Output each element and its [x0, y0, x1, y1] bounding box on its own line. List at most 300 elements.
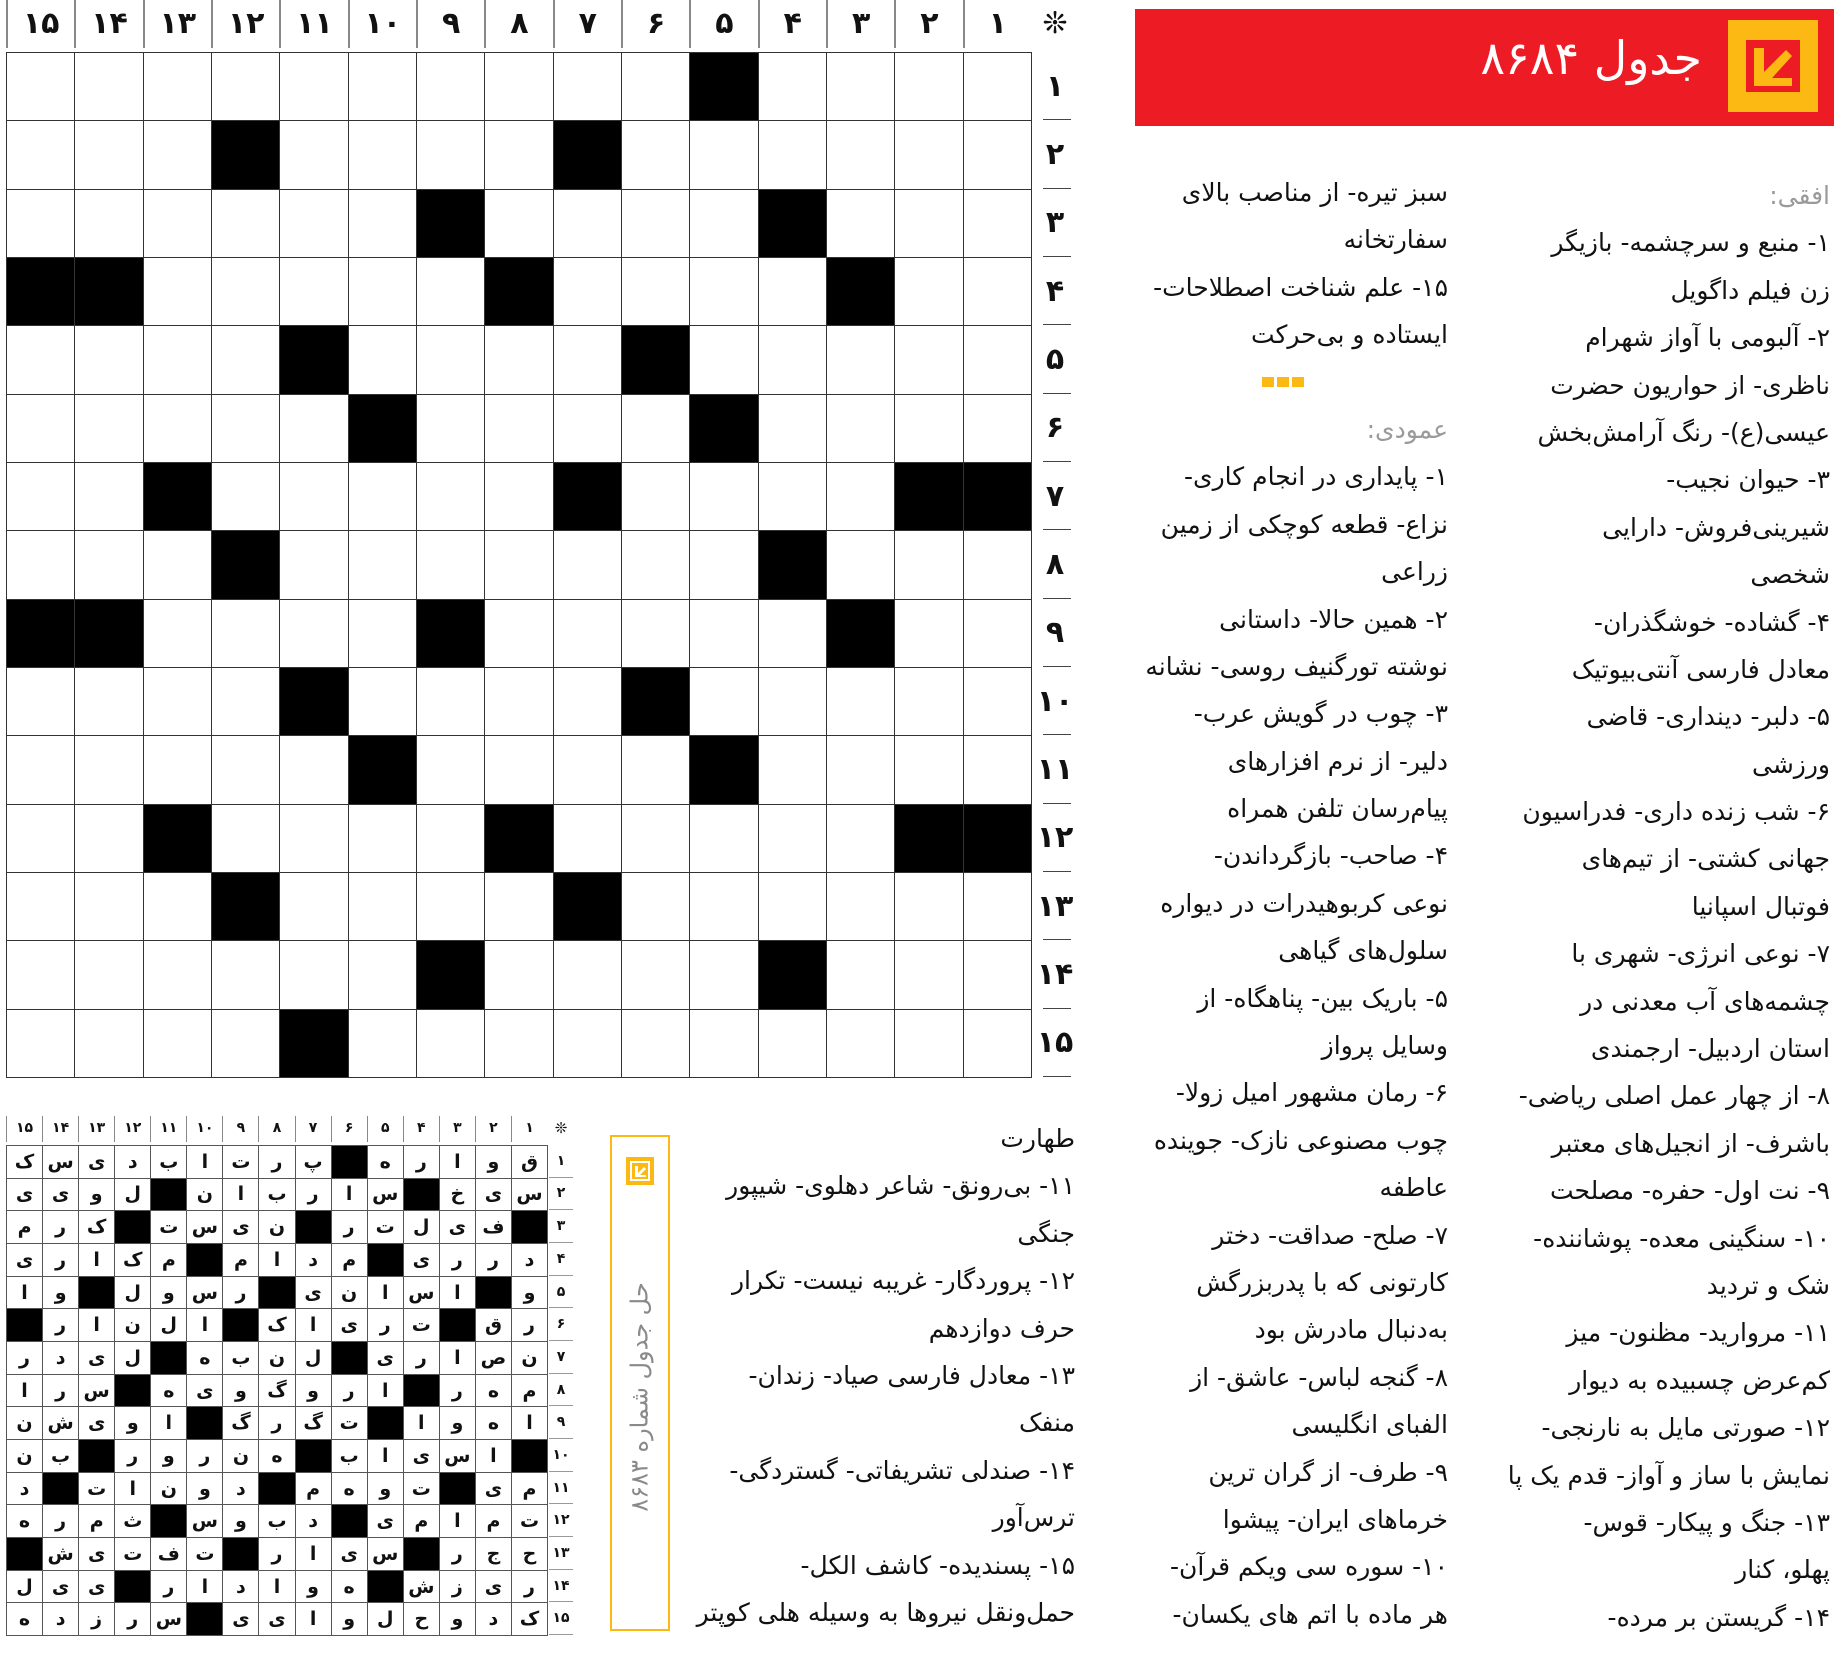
solution-column-label: ۱۲	[114, 1116, 150, 1142]
solution-letter-cell: ل	[150, 1308, 187, 1342]
empty-cell	[963, 599, 1032, 668]
solution-letter-cell: ن	[331, 1276, 368, 1310]
solution-letter-cell: ن	[222, 1439, 259, 1473]
solution-black-cell	[403, 1178, 440, 1212]
solution-letter-cell: ر	[6, 1341, 43, 1375]
solution-letter-cell: ر	[42, 1243, 79, 1277]
solution-letter-cell: و	[186, 1472, 223, 1506]
solution-letter-cell: د	[222, 1472, 259, 1506]
clue-line: چشمه‌های آب معدنی در	[1580, 986, 1830, 1016]
black-cell	[758, 189, 827, 258]
clue-line: ۶- رمان مشهور امیل زولا-	[1175, 1078, 1448, 1108]
clue-line: ۳- چوب در گویش عرب-	[1193, 699, 1448, 729]
clue-line: سفارتخانه	[1343, 225, 1448, 255]
solution-letter-cell: ح	[511, 1537, 548, 1571]
row-number-label: ۵	[1035, 325, 1075, 393]
row-number-label: ۷	[1035, 462, 1075, 530]
solution-letter-cell: ف	[475, 1210, 512, 1244]
solution-letter-cell: ی	[186, 1374, 223, 1408]
row-number-label: ۲	[1035, 120, 1075, 188]
solution-letter-cell: س	[511, 1178, 548, 1212]
empty-cell	[689, 667, 758, 736]
solution-letter-cell: ه	[258, 1439, 295, 1473]
solution-letter-cell: پ	[295, 1145, 332, 1179]
column-number-label: ۱۴	[74, 0, 142, 48]
solution-black-cell	[150, 1341, 187, 1375]
column-number-label: ۵	[689, 0, 757, 48]
empty-cell	[758, 872, 827, 941]
column-number-label: ۸	[484, 0, 552, 48]
empty-cell	[963, 394, 1032, 463]
clue-line: ۱۳- جنگ و پیکار- قوس-	[1583, 1507, 1830, 1537]
solution-letter-cell: د	[295, 1504, 332, 1538]
solution-letter-cell: ق	[475, 1308, 512, 1342]
solution-black-cell	[439, 1472, 476, 1506]
clues-column-middle	[1118, 169, 1448, 1638]
solution-black-cell	[78, 1276, 115, 1310]
solution-letter-cell: ا	[367, 1439, 404, 1473]
empty-cell	[689, 1009, 758, 1078]
clue-line: ۱۲- پروردگار- غریبه نیست- تکرار	[731, 1266, 1075, 1296]
empty-cell	[621, 872, 690, 941]
solution-letter-cell: م	[475, 1504, 512, 1538]
solution-row-label: ۱۳	[549, 1537, 573, 1570]
clue-line: ۲- آلبومی با آواز شهرام	[1585, 323, 1830, 353]
solution-letter-cell: ت	[403, 1308, 440, 1342]
solution-title: حل جدول شماره ۸۶۸۳	[626, 1282, 655, 1512]
clue-line: ۱- پایداری در انجام کاری-	[1183, 462, 1448, 492]
empty-cell	[689, 462, 758, 531]
clue-line: شخصی	[1750, 560, 1830, 590]
solution-row-label: ۱۰	[549, 1439, 573, 1472]
down-heading: عمودی:	[1366, 414, 1448, 444]
black-cell	[826, 257, 895, 326]
empty-cell	[894, 52, 963, 121]
clue-line: ۴- صاحب- بازگرداندن-	[1213, 841, 1448, 871]
row-number-label: ۹	[1035, 599, 1075, 667]
solution-letter-cell: ا	[367, 1276, 404, 1310]
solution-letter-cell: و	[295, 1374, 332, 1408]
solution-black-cell	[511, 1439, 548, 1473]
solution-letter-cell: ی	[6, 1178, 43, 1212]
solution-letter-cell: ی	[475, 1472, 512, 1506]
solution-letter-cell: ر	[114, 1602, 151, 1636]
solution-black-cell	[114, 1210, 151, 1244]
solution-letter-cell: س	[186, 1210, 223, 1244]
solution-letter-cell: ب	[258, 1178, 295, 1212]
empty-cell	[621, 257, 690, 326]
solution-letter-cell: ر	[439, 1374, 476, 1408]
solution-letter-cell: ی	[78, 1145, 115, 1179]
empty-cell	[689, 120, 758, 189]
empty-cell	[758, 325, 827, 394]
solution-letter-cell: ا	[186, 1145, 223, 1179]
solution-letter-cell: ک	[114, 1243, 151, 1277]
solution-black-cell	[403, 1374, 440, 1408]
solution-black-cell	[367, 1406, 404, 1440]
solution-column-label: ۱	[511, 1116, 547, 1142]
solution-letter-cell: ت	[114, 1537, 151, 1571]
solution-black-cell	[6, 1308, 43, 1342]
row-number-label: ۱۲	[1035, 804, 1075, 872]
solution-letter-cell: ر	[42, 1374, 79, 1408]
solution-letter-cell: ی	[78, 1570, 115, 1604]
solution-letter-cell: و	[222, 1374, 259, 1408]
empty-cell	[621, 1009, 690, 1078]
across-clues-column	[1500, 172, 1830, 1641]
solution-letter-cell: ا	[186, 1308, 223, 1342]
solution-letter-cell: س	[439, 1439, 476, 1473]
empty-cell	[894, 735, 963, 804]
empty-cell	[689, 530, 758, 599]
clue-line: منفک	[1019, 1408, 1075, 1438]
clue-line: عیسی(ع)- رنگ آرامش‌بخش	[1537, 417, 1830, 447]
solution-letter-cell: د	[475, 1602, 512, 1636]
clue-line: ترس‌آور	[992, 1503, 1075, 1533]
solution-letter-cell: ش	[42, 1537, 79, 1571]
solution-letter-cell: ل	[6, 1570, 43, 1604]
solution-letter-cell: ی	[6, 1243, 43, 1277]
empty-cell	[963, 530, 1032, 599]
clue-line: کارتونی که با پدربزرگش	[1196, 1267, 1448, 1297]
clue-line: زن فیلم داگویل	[1670, 275, 1830, 305]
empty-cell	[689, 872, 758, 941]
clue-line: سبز تیره- از مناصب بالای	[1181, 178, 1448, 207]
solution-letter-cell: ی	[222, 1602, 259, 1636]
solution-letter-cell: ی	[78, 1341, 115, 1375]
black-cell	[963, 462, 1032, 531]
solution-letter-cell: ی	[222, 1210, 259, 1244]
solution-row-label: ۱۵	[549, 1602, 573, 1635]
solution-letter-cell: ش	[42, 1406, 79, 1440]
column-number-label: ۱۳	[143, 0, 211, 48]
empty-cell	[963, 667, 1032, 736]
empty-cell	[963, 735, 1032, 804]
solution-row-label: ۱۲	[549, 1504, 573, 1537]
solution-letter-cell: ص	[475, 1341, 512, 1375]
solution-letter-cell: ا	[114, 1472, 151, 1506]
down-clues-continued-column	[690, 1115, 1075, 1636]
solution-row-label: ۷	[549, 1341, 573, 1374]
empty-cell	[963, 120, 1032, 189]
clue-line: ۱۵- علم شناخت اصطلاحات-	[1153, 272, 1448, 302]
solution-black-cell	[78, 1439, 115, 1473]
solution-letter-cell: ت	[403, 1472, 440, 1506]
column-number-label: ۳	[826, 0, 894, 48]
solution-letter-cell: ر	[511, 1570, 548, 1604]
solution-row-label: ۳	[549, 1210, 573, 1243]
empty-cell	[894, 325, 963, 394]
empty-cell	[758, 804, 827, 873]
solution-letter-cell: ر	[511, 1308, 548, 1342]
solution-row-label: ۲	[549, 1178, 573, 1211]
solution-letter-cell: ر	[258, 1537, 295, 1571]
empty-cell	[826, 530, 895, 599]
clue-line: وسایل پرواز	[1321, 1031, 1448, 1061]
solution-letter-cell: ر	[475, 1243, 512, 1277]
column-number-label: ۲	[894, 0, 962, 48]
solution-letter-cell: ل	[295, 1341, 332, 1375]
black-cell	[758, 940, 827, 1009]
black-cell	[689, 394, 758, 463]
solution-row-label: ۱	[549, 1145, 573, 1178]
clue-line: ۸- از چهار عمل اصلی ریاضی-	[1518, 1081, 1830, 1111]
solution-letter-cell: س	[78, 1374, 115, 1408]
solution-black-cell	[331, 1504, 368, 1538]
clue-line: ۱۴- صندلی تشریفاتی- گستردگی-	[729, 1455, 1075, 1485]
solution-letter-cell: ا	[150, 1406, 187, 1440]
clue-line: جنگی	[1017, 1218, 1075, 1248]
solution-letter-cell: و	[150, 1276, 187, 1310]
clue-line: ۸- گنجه لباس- عاشق- از	[1190, 1362, 1448, 1392]
solution-column-label: ۱۴	[42, 1116, 78, 1142]
clue-line: چوب مصنوعی نازک- جوینده	[1153, 1125, 1448, 1155]
empty-cell	[758, 257, 827, 326]
solution-letter-cell: ق	[511, 1145, 548, 1179]
separator-dots	[1118, 359, 1448, 406]
solution-letter-cell: ی	[367, 1504, 404, 1538]
empty-cell	[894, 530, 963, 599]
empty-cell	[894, 120, 963, 189]
solution-letter-cell: ب	[150, 1145, 187, 1179]
solution-letter-cell: د	[114, 1145, 151, 1179]
solution-black-cell	[403, 1537, 440, 1571]
solution-row-label: ۶	[549, 1308, 573, 1341]
solution-letter-cell: ی	[331, 1537, 368, 1571]
column-number-label: ۷	[553, 0, 621, 48]
empty-cell	[963, 257, 1032, 326]
empty-cell	[826, 804, 895, 873]
solution-column-label: ۶	[331, 1116, 367, 1142]
clue-line: ۱- منبع و سرچشمه- بازیگر	[1551, 228, 1830, 258]
solution-letter-cell: و	[114, 1406, 151, 1440]
clue-line: پهلو، کنار	[1735, 1555, 1830, 1585]
solution-black-cell	[258, 1276, 295, 1310]
solution-letter-cell: و	[439, 1602, 476, 1636]
clue-line: نوعی کربوهیدرات در دیواره	[1160, 888, 1448, 918]
empty-cell	[963, 1009, 1032, 1078]
row-number-label: ۸	[1035, 530, 1075, 598]
solution-row-label: ۵	[549, 1276, 573, 1309]
solution-letter-cell: ل	[403, 1210, 440, 1244]
solution-letter-cell: س	[403, 1276, 440, 1310]
empty-cell	[894, 667, 963, 736]
row-number-label: ۱۵	[1035, 1009, 1075, 1077]
solution-letter-cell: ا	[439, 1341, 476, 1375]
column-number-label: ۱۱	[279, 0, 347, 48]
solution-letter-cell: م	[403, 1504, 440, 1538]
solution-letter-cell: گ	[295, 1406, 332, 1440]
row-number-label: ۱۳	[1035, 872, 1075, 940]
solution-letter-cell: ش	[403, 1570, 440, 1604]
solution-letter-cell: س	[367, 1178, 404, 1212]
solution-letter-cell: ج	[475, 1537, 512, 1571]
black-cell	[621, 667, 690, 736]
grid-corner-star: ❊	[1042, 6, 1068, 41]
solution-letter-cell: ر	[42, 1504, 79, 1538]
solution-black-cell	[114, 1570, 151, 1604]
solution-letter-cell: ل	[367, 1602, 404, 1636]
solution-letter-cell: و	[439, 1406, 476, 1440]
solution-letter-cell: گ	[258, 1374, 295, 1408]
solution-letter-cell: ا	[6, 1374, 43, 1408]
solution-letter-cell: ی	[42, 1570, 79, 1604]
puzzle-title: جدول ۸۶۸۴	[1480, 31, 1702, 85]
solution-letter-cell: ا	[331, 1178, 368, 1212]
solution-column-label: ۸	[258, 1116, 294, 1142]
solution-letter-cell: س	[186, 1276, 223, 1310]
solution-letter-cell: ی	[367, 1341, 404, 1375]
solution-letter-cell: ر	[258, 1406, 295, 1440]
column-number-label: ۴	[758, 0, 826, 48]
puzzle-header	[1135, 9, 1834, 126]
empty-cell	[621, 735, 690, 804]
empty-cell	[758, 1009, 827, 1078]
empty-cell	[826, 1009, 895, 1078]
empty-cell	[621, 189, 690, 258]
solution-letter-cell: ن	[150, 1472, 187, 1506]
solution-letter-cell: ه	[367, 1145, 404, 1179]
clue-line: ۹- نت اول- حفره- مصلحت	[1549, 1176, 1830, 1206]
black-cell	[826, 599, 895, 668]
clue-line: عاطفه	[1379, 1173, 1448, 1203]
across-heading: افقی:	[1769, 181, 1830, 210]
empty-cell	[758, 52, 827, 121]
empty-cell	[758, 120, 827, 189]
solution-letter-cell: ر	[258, 1145, 295, 1179]
clue-line: الفبای انگلیسی	[1291, 1410, 1448, 1440]
solution-letter-cell: و	[511, 1276, 548, 1310]
clue-line: نزاع- قطعه کوچکی از زمین	[1160, 509, 1448, 539]
empty-cell	[689, 325, 758, 394]
solution-letter-cell: م	[222, 1243, 259, 1277]
solution-letter-cell: ی	[258, 1602, 295, 1636]
clue-line: ۱۵- پسندیده- کاشف الکل-	[800, 1550, 1075, 1580]
empty-cell	[894, 940, 963, 1009]
solution-letter-cell: س	[150, 1602, 187, 1636]
solution-letter-cell: ی	[403, 1243, 440, 1277]
clue-line: ۱۰- سنگینی معده- پوشاننده-	[1533, 1223, 1830, 1253]
solution-letter-cell: ب	[258, 1504, 295, 1538]
solution-letter-cell: ت	[222, 1145, 259, 1179]
solution-letter-cell: ا	[439, 1276, 476, 1310]
clue-line: معادل فارسی آنتی‌بیوتیک	[1571, 654, 1830, 684]
empty-cell	[826, 189, 895, 258]
solution-letter-cell: ک	[6, 1145, 43, 1179]
solution-letter-cell: ا	[258, 1570, 295, 1604]
solution-black-cell	[222, 1537, 259, 1571]
solution-letter-cell: ر	[331, 1210, 368, 1244]
solution-column-label: ۱۰	[186, 1116, 222, 1142]
solution-letter-cell: ا	[6, 1276, 43, 1310]
solution-letter-cell: م	[511, 1472, 548, 1506]
empty-cell	[826, 735, 895, 804]
empty-cell	[826, 940, 895, 1009]
solution-letter-cell: ل	[114, 1178, 151, 1212]
solution-letter-cell: م	[331, 1243, 368, 1277]
solution-letter-cell: د	[42, 1602, 79, 1636]
solution-letter-cell: ر	[331, 1374, 368, 1408]
solution-letter-cell: ز	[78, 1602, 115, 1636]
solution-letter-cell: ا	[295, 1537, 332, 1571]
column-number-label: ۶	[621, 0, 689, 48]
solution-letter-cell: ا	[78, 1243, 115, 1277]
solution-letter-cell: ت	[150, 1210, 187, 1244]
solution-letter-cell: ی	[78, 1406, 115, 1440]
solution-letter-cell: د	[295, 1243, 332, 1277]
clue-line: ۲- همین حالا- داستانی	[1219, 604, 1448, 634]
solution-letter-cell: ا	[295, 1308, 332, 1342]
solution-black-cell	[150, 1178, 187, 1212]
solution-letter-cell: ب	[42, 1439, 79, 1473]
row-number-label: ۴	[1035, 257, 1075, 325]
black-cell	[689, 735, 758, 804]
solution-letter-cell: د	[42, 1341, 79, 1375]
solution-letter-cell: د	[511, 1243, 548, 1277]
solution-black-cell	[295, 1210, 332, 1244]
clue-line: استان اردبیل- ارجمندی	[1590, 1034, 1830, 1064]
corner-arrow-logo-icon	[1728, 20, 1818, 112]
solution-black-cell	[439, 1308, 476, 1342]
solution-black-cell	[6, 1537, 43, 1571]
black-cell	[963, 804, 1032, 873]
empty-cell	[963, 872, 1032, 941]
solution-black-cell	[186, 1602, 223, 1636]
solution-letter-cell: ب	[222, 1341, 259, 1375]
solution-letter-cell: ی	[475, 1178, 512, 1212]
solution-column-label: ۴	[403, 1116, 439, 1142]
row-number-label: ۱۱	[1035, 735, 1075, 803]
column-number-label: ۱	[963, 0, 1031, 48]
clue-line: باشرف- از انجیل‌های معتبر	[1551, 1128, 1830, 1158]
clue-line: ۱۲- صورتی مایل به نارنجی-	[1541, 1413, 1830, 1443]
clue-line: ۹- طرف- از گران ترین	[1208, 1457, 1448, 1487]
clue-line: ۱۱- مروارید- مظنون- میز	[1566, 1318, 1830, 1348]
solution-letter-cell: و	[367, 1472, 404, 1506]
empty-cell	[894, 394, 963, 463]
solution-black-cell	[367, 1243, 404, 1277]
clue-line: پیام‌رسان تلفن همراه	[1227, 794, 1448, 824]
empty-cell	[689, 257, 758, 326]
clue-line: ۷- نوعی انرژی- شهری با	[1571, 939, 1830, 969]
clue-line: ۳- حیوان نجیب-	[1666, 465, 1830, 495]
empty-cell	[689, 189, 758, 258]
solution-letter-cell: گ	[222, 1406, 259, 1440]
black-cell	[894, 462, 963, 531]
empty-cell	[826, 462, 895, 531]
empty-cell	[621, 394, 690, 463]
solution-letter-cell: ه	[331, 1472, 368, 1506]
column-number-label: ۱۰	[348, 0, 416, 48]
black-cell	[621, 325, 690, 394]
empty-cell	[621, 940, 690, 1009]
solution-column-label: ۱۳	[78, 1116, 114, 1142]
solution-letter-cell: ت	[367, 1210, 404, 1244]
empty-cell	[826, 120, 895, 189]
empty-cell	[894, 1009, 963, 1078]
solution-letter-cell: ی	[78, 1537, 115, 1571]
solution-black-cell	[114, 1374, 151, 1408]
row-number-label: ۳	[1035, 189, 1075, 257]
clue-line: نوشته تورگنیف روسی- نشانه	[1145, 651, 1448, 681]
solution-letter-cell: ر	[439, 1537, 476, 1571]
solution-letter-cell: ا	[295, 1602, 332, 1636]
solution-letter-cell: ک	[511, 1602, 548, 1636]
solution-letter-cell: ر	[114, 1439, 151, 1473]
clue-line: ورزشی	[1751, 749, 1830, 779]
empty-cell	[758, 599, 827, 668]
row-number-label: ۱۰	[1035, 667, 1075, 735]
